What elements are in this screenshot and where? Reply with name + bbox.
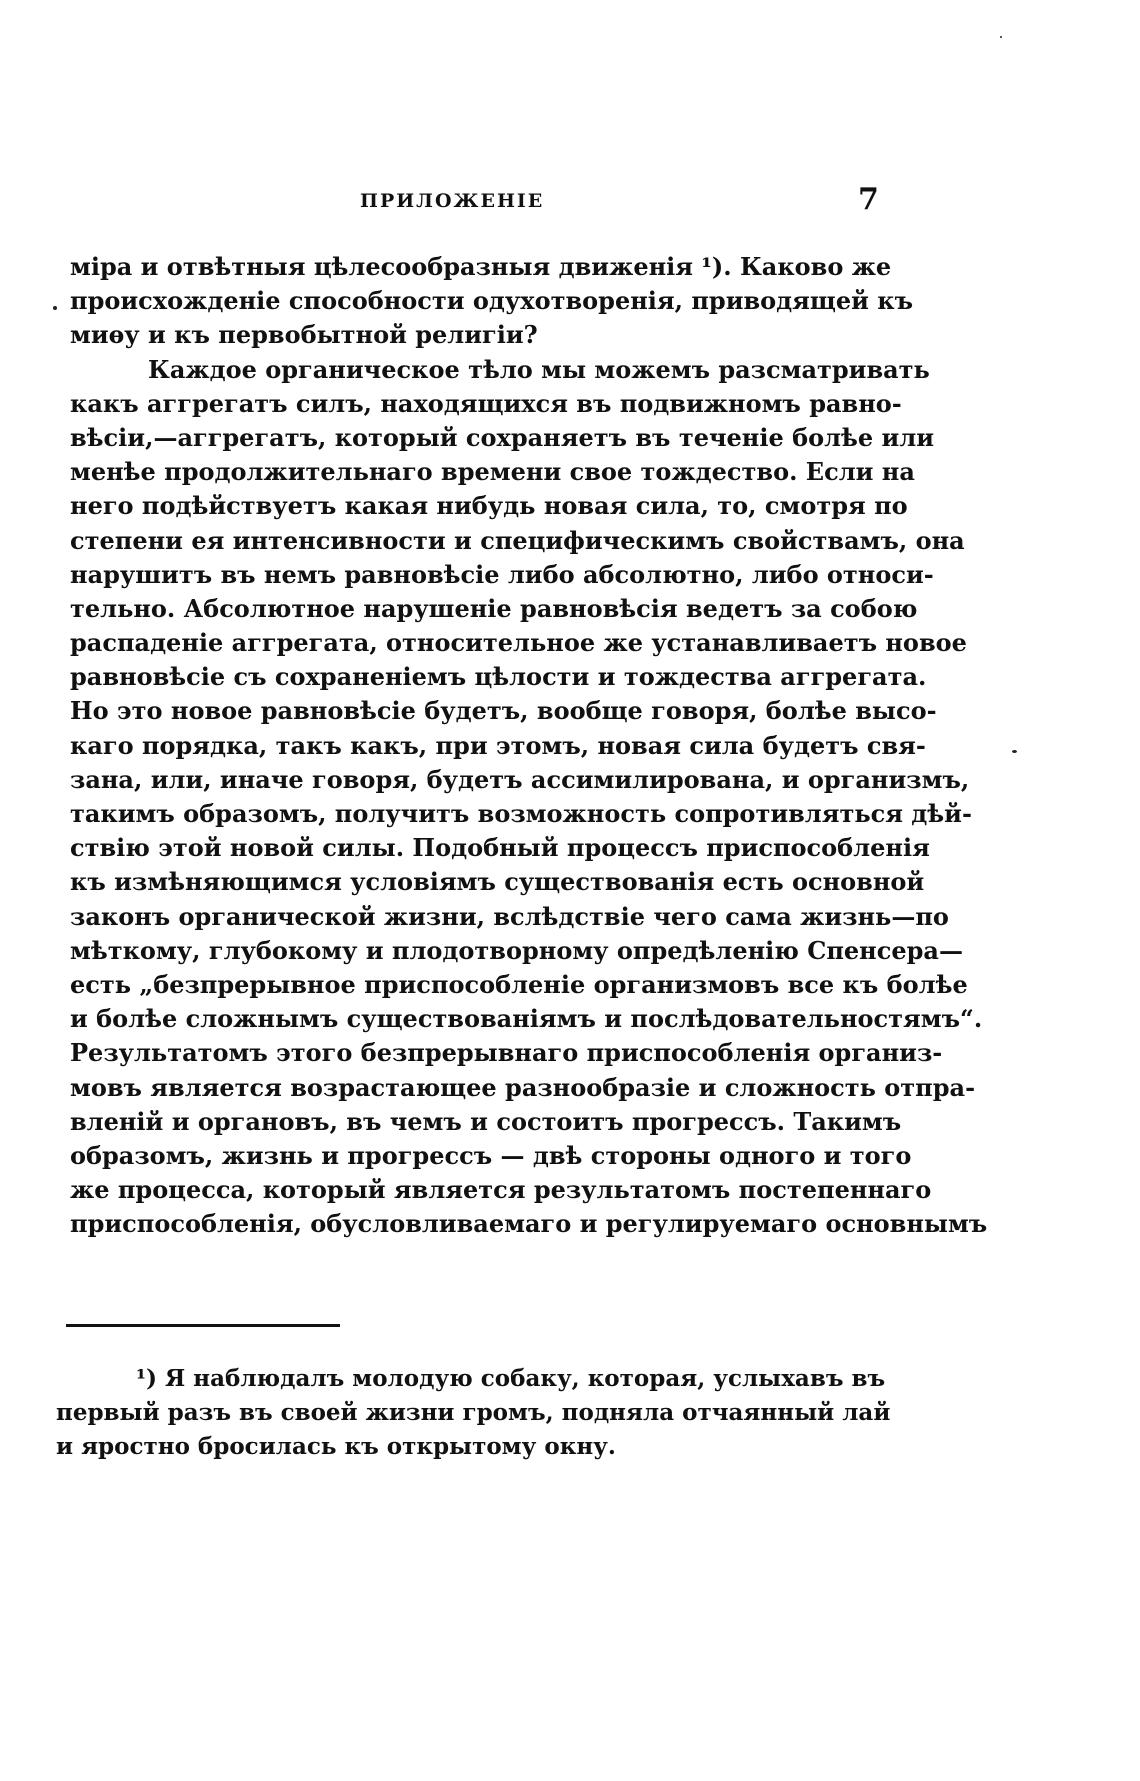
paragraph-start-line: Каждое органическое тѣло мы можемъ разсматривать [148, 354, 930, 384]
text-line: міра и отвѣтныя цѣлесообразныя движенія ¹). Каково же [70, 252, 892, 281]
text-line: законъ органической жизни, вслѣдствіе чего сама жизнь—по [70, 901, 949, 931]
text-line: такимъ образомъ, получитъ возможность сопротивляться дѣй- [70, 799, 972, 828]
text-line: тельно. Абсолютное нарушеніе равновѣсія ведетъ за собою [70, 593, 918, 623]
text-line: равновѣсіе съ сохраненіемъ цѣлости и тождества аггрегата. [70, 662, 927, 692]
text-line: есть „безпрерывное приспособленіе организмовъ все къ болѣе [70, 969, 968, 999]
text-line: степени ея интенсивности и специфическимъ свойствамъ, она [70, 525, 965, 555]
text-line: него подѣйствуетъ какая нибудь новая сила, то, смотря по [70, 491, 908, 521]
text-line: къ измѣняющимся условіямъ существованія есть основной [70, 867, 925, 897]
scan-speck [1012, 750, 1017, 753]
footnote-divider [66, 1324, 340, 1327]
text-line: Результатомъ этого безпрерывнаго приспособленія организ- [70, 1038, 943, 1068]
text-line: Но это новое равновѣсіе будетъ, вообще говоря, болѣе высо- [70, 696, 937, 726]
page-number: 7 [858, 182, 879, 217]
text-line: ствію этой новой силы. Подобный процессъ приспособленія [70, 833, 930, 863]
footnote-line: ¹) Я наблюдалъ молодую собаку, которая, услыхавъ въ [136, 1365, 886, 1392]
footnote-line: и яростно бросилась къ открытому окну. [56, 1433, 616, 1460]
scan-speck [53, 306, 57, 310]
text-line: какъ аггрегатъ силъ, находящихся въ подвижномъ равно- [70, 388, 902, 418]
text-line: каго порядка, такъ какъ, при этомъ, новая сила будетъ свя- [70, 730, 926, 760]
text-line: происхожденіе способности одухотворенія, приводящей къ [70, 286, 914, 316]
text-line: же процесса, который является результатомъ постепеннаго [70, 1175, 932, 1205]
text-line: вѣсіи,—аггрегатъ, который сохраняетъ въ теченіе болѣе или [70, 422, 935, 452]
running-title: ПРИЛОЖЕНІЕ [360, 190, 545, 212]
text-line: и болѣе сложнымъ существованіямъ и послѣдовательностямъ“. [70, 1004, 983, 1034]
text-line: распаденіе аггрегата, относительное же устанавливаетъ новое [70, 628, 967, 658]
text-line: зана, или, иначе говоря, будетъ ассимилирована, и организмъ, [70, 764, 970, 794]
text-line: мѣткому, глубокому и плодотворному опредѣленію Спенсера— [70, 935, 963, 965]
running-head [0, 182, 1140, 222]
text-line: миѳу и къ первобытной религіи? [70, 320, 538, 350]
text-line: приспособленія, обусловливаемаго и регулируемаго основнымъ [70, 1209, 988, 1239]
text-line: образомъ, жизнь и прогрессъ — двѣ стороны одного и того [70, 1140, 912, 1170]
footnote [56, 1362, 891, 1464]
footnote-line: первый разъ въ своей жизни громъ, подняла отчаянный лай [56, 1399, 891, 1426]
text-line: нарушитъ въ немъ равновѣсіе либо абсолютно, либо относи- [70, 559, 934, 589]
text-line: вленій и органовъ, въ чемъ и состоитъ прогрессъ. Такимъ [70, 1106, 902, 1136]
text-line: мовъ является возрастающее разнообразіе и сложность отпра- [70, 1072, 976, 1102]
scan-speck [1000, 36, 1002, 38]
body-text [70, 250, 988, 1241]
text-line: менѣе продолжительнаго времени свое тождество. Если на [70, 457, 915, 487]
